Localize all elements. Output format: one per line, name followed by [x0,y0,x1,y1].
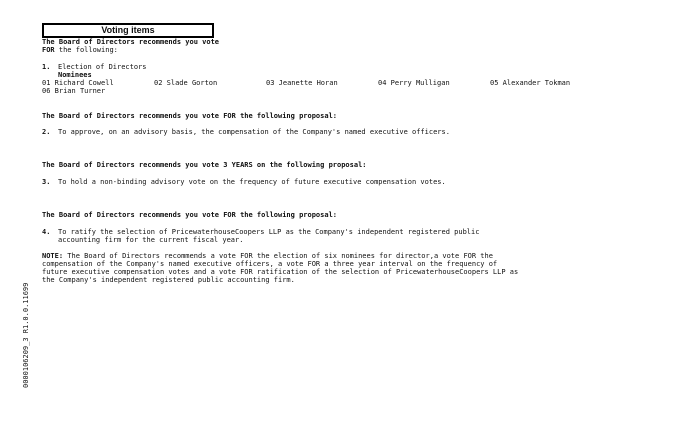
note-line-2: compensation of the Company's named executive officers, a vote FOR a three year interval on the frequency of [42,260,498,268]
nominee-02 [154,79,217,88]
document-control-code: 0000106209_3 R1.0.0.11699 [22,282,30,388]
intro-for: FOR [42,46,55,54]
intro-line-2 [42,46,118,55]
note-label: NOTE: [42,252,64,260]
item3-text: To hold a non-binding advisory vote on the frequency of future executive compensation votes. [58,178,446,186]
nominees-label: Nominees [58,71,92,79]
item2-text: To approve, on an advisory basis, the compensation of the Company's named executive officers. [58,128,450,136]
item2-number: 2. [42,128,51,136]
intro-rest: the following: [54,46,118,54]
recommendation-item4: The Board of Directors recommends you vote FOR the following proposal: [42,211,338,219]
nominee-code: 01 [42,79,51,87]
nominee-code: 05 [490,79,499,87]
recommendation-item2: The Board of Directors recommends you vote FOR the following proposal: [42,112,338,120]
nominee-name: Brian Turner [54,87,106,95]
voting-items-header: Voting items [42,23,214,38]
item4-text-line-1: To ratify the selection of PricewaterhouseCoopers LLP as the Company's independent registered public [58,228,480,236]
item4-text-line-2: accounting firm for the current fiscal year. [58,236,244,244]
nominee-code: 06 [42,87,51,95]
item3-number: 3. [42,178,51,186]
note-line-3: future executive compensation votes and a vote FOR ratification of the selection of PricewaterhouseCoopers LLP as [42,268,519,276]
nominee-name: Jeanette Horan [278,79,338,87]
item1-number: 1. [42,63,51,71]
note-text: The Board of Directors recommends a vote FOR the election of six nominees for director,a vote FOR the [63,252,493,260]
intro-line-1: The Board of Directors recommends you vote [42,38,220,46]
note-line-4: the Company's independent registered public accounting firm. [42,276,295,284]
recommendation-item3: The Board of Directors recommends you vote 3 YEARS on the following proposal: [42,161,367,169]
item1-label: Election of Directors [58,63,147,71]
nominee-04 [378,79,450,88]
item4-number: 4. [42,228,51,236]
nominee-code: 04 [378,79,387,87]
nominee-name: Richard Cowell [54,79,114,87]
nominee-05 [490,79,570,88]
nominee-code: 02 [154,79,163,87]
nominee-code: 03 [266,79,275,87]
nominee-name: Alexander Tokman [502,79,571,87]
nominee-03 [266,79,338,88]
nominee-06 [42,87,105,96]
nominee-name: Slade Gorton [166,79,218,87]
nominee-name: Perry Mulligan [390,79,450,87]
